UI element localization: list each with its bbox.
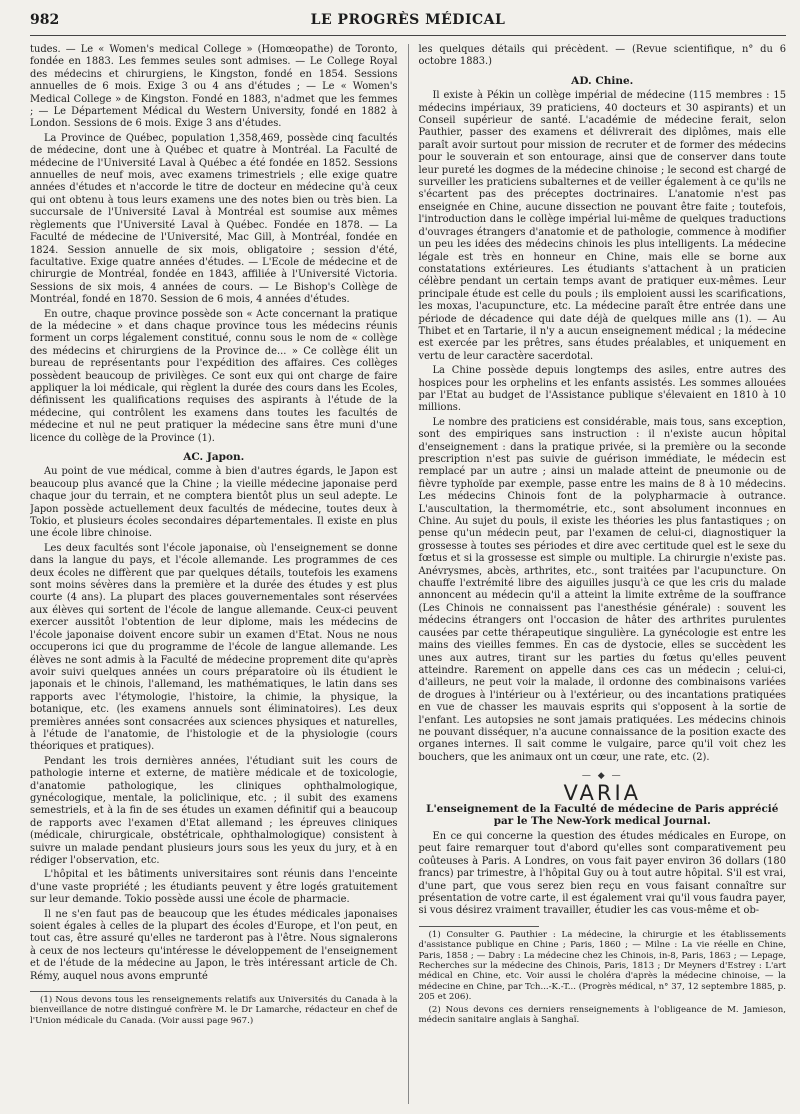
paragraph: En ce qui concerne la question des études médicales en Europe, on peut faire remarquer tout d'abord qu'elles sont comparativement peu coûteuses à Paris. A Londres, on vous fait payer environ 36 dollars (180 francs) par trimestre, à l'hôpital Guy ou à tout autre hôpital. S'il est vrai, d'une part, que vous serez bien reçu en vous faisant connaître sur présentation de votre carte, il est également vrai qu'il vous faudra payer, si vous désirez vraiment travailler, étudier les cas vous-même et ob- (418, 830, 786, 917)
left-column (30, 44, 409, 1104)
paragraph: En outre, chaque province possède son « Acte concernant la pratique de la médecine » et dans chaque province tous les médecins réunis forment un corps légalement constitué, connu sous le nom de « collège des médecins et chirurgiens de la Province de... » Ce collège élit un bureau de représentants pour l'expédition des affaires. Ces collèges possèdent beaucoup de privilèges. Ce sont eux qui ont charge de faire appliquer la loi médicale, qui règlent la durée des cours dans les Ecoles, définissent les qualifications requises des aspirants à l'étude de la médecine, qui contrôlent les examens dans toutes les facultés de médecine et nul ne peut pratiquer la médecine sans être muni d'une licence du collège de la Province (1). (30, 308, 398, 444)
paragraph: Pendant les trois dernières années, l'étudiant suit les cours de pathologie interne et externe, de matière médicale et de toxicologie, d'anatomie pathologique, les cliniques ophthalmologique, gynécologique, mentale, la policlinique, etc. ; il subit des examens semestriels, et à la fin de ses études un examen définitif qui a beaucoup de rapports avec l'examen d'Etat allemand ; les épreuves cliniques (médicale, chirurgicale, obstétricale, ophthalmologique) consistent à suivre un malade pendant plusieurs jours sous les yeux du jury, et à en rédiger l'observation, etc. (30, 755, 398, 866)
footnote: (2) Nous devons ces derniers renseignements à l'obligeance de M. Jamieson, médecin sanitaire anglais à Sanghaï. (418, 1004, 786, 1026)
paragraph: Il existe à Pékin un collège impérial de médecine (115 membres : 15 médecins impériaux, 39 praticiens, 40 docteurs et 30 aspirants) et un Conseil supérieur de santé. L'académie de médecine ferait, selon Pauthier, passer des examens et délivrerait des diplômes, mais elle paraît avoir surtout pour mission de recruter et de former des médecins pour le souverain et son entourage, ainsi que de conserver dans toute leur pureté les dogmes de la médecine chinoise ; le second est chargé de surveiller les praticiens subalternes et de veiller également à ce qu'ils ne s'écartent pas des préceptes doctrinaires. L'anatomie n'est pas enseignée en Chine, aucune dissection ne pouvant être faite ; toutefois, l'introduction dans le collège impérial lui-même de quelques traductions d'ouvrages étrangers d'anatomie et de pathologie, commence à modifier un peu les idées des médecins chinois les plus intelligents. La médecine légale est très en honneur en Chine, mais elle se borne aux constatations extérieures. Les étudiants s'attachent à un praticien célèbre pendant un certain temps avant de pratiquer eux-mêmes. Leur principale étude est celle du pouls ; ils emploient aussi les scarifications, les moxas, l'acupuncture, etc. La médecine paraît être entrée dans une période de décadence qui date déjà de quelques mille ans (1). — Au Thibet et en Tartarie, il n'y a aucun enseignement médical ; la médecine est exercée par les prêtres, sans études préalables, et uniquement en vertu de leur caractère sacerdotal. (418, 90, 786, 362)
section-heading-chine: AD. Chine. (571, 74, 634, 87)
varia-subtitle: L'enseignement de la Faculté de médecine de Paris apprécié par le The New-York medical Journal. (426, 802, 779, 828)
right-column (409, 44, 787, 1104)
paragraph: Le nombre des praticiens est considérable, mais tous, sans exception, sont des empiriques sans instruction : il n'existe aucun hôpital d'enseignement : dans la pratique privée, si la première ou la seconde prescription n'est pas suivie de guérison immédiate, le médecin est remplacé par un autre ; ainsi un malade atteint de pneumonie ou de fièvre typhoïde par exemple, passe entre les mains de 8 à 10 médecins. Les médecins Chinois font de la polypharmacie à outrance. L'auscultation, la thermométrie, etc., sont absolument inconnues en Chine. Au sujet du pouls, il existe les théories les plus fantastiques ; on pense qu'un médecin peut, par l'examen de celui-ci, diagnostiquer la grossesse à toutes ses périodes et dire avec certitude quel est le sexe du fœtus et si la grossesse est simple ou multiple. La chirurgie n'existe pas. Anévrysmes, abcès, arthrites, etc., sont traitées par l'acupuncture. On chauffe l'extrémité libre des aiguilles jusqu'à ce que les cris du malade annoncent au médecin qu'il a atteint la limite extrême de la souffrance (Les Chinois ne connaissent pas l'anesthésie générale) : souvent les médecins étrangers ont l'occasion de hâter des arthrites purulentes causées par cette thérapeutique singulière. La gynécologie est entre les mains des vieilles femmes. En cas de dystocie, elles se succèdent les unes aux autres, tirant sur les parties du fœtus qu'elles peuvent atteindre. Rarement on appelle dans ces cas un médecin ; celui-ci, d'ailleurs, ne peut voir la malade, il ordonne des combinaisons variées de drogues à l'intérieur ou à l'extérieur, ou des incantations pratiquées en vue de chasser les mauvais esprits qui s'opposent à la sortie de l'enfant. Les autopsies ne sont jamais pratiquées. Les médecins chinois ne pouvant disséquer, n'a aucune connaissance de la position exacte des organes internes. Il sait comme le vulgaire, parce qu'il voit chez les bouchers, que les animaux ont un cœur, une rate, etc. (2). (418, 416, 786, 763)
text-columns (30, 44, 786, 1104)
page-number: 982 (30, 12, 60, 28)
paragraph: Les deux facultés sont l'école japonaise, où l'enseignement se donne dans la langue du pays, et l'école allemande. Les programmes de ces deux écoles ne diffèrent que par quelques détails, toutefois les examens sont moins sévères dans la première et la durée des études y est plus courte (4 ans). La plupart des places gouvernementales sont réservées aux élèves qui sortent de l'école de langue allemande. Ceux-ci peuvent exercer aussitôt l'obtention de leur diplome, mais les médecins de l'école japonaise doivent encore subir un examen d'Etat. Nous ne nous occuperons ici que du programme de l'école de langue allemande. Les élèves ne sont admis à la Faculté de médecine proprement dite qu'après avoir suivi quelques années un cours préparatoire où ils étudient le japonais et le chinois, l'allemand, les mathématiques, le latin dans ses rapports avec l'étymologie, l'histoire, la chimie, la physique, la botanique, etc. (les examens annuels sont éliminatoires). Les deux premières années sont consacrées aux sciences physiques et naturelles, à l'étude de l'anatomie, de l'histologie et de la physiologie (cours théoriques et pratiques). (30, 542, 398, 753)
footnote-divider (30, 991, 150, 992)
footnote-divider (419, 926, 539, 927)
page-header (30, 12, 786, 36)
section-heading-japon: AC. Japon. (183, 451, 245, 463)
footnote: (1) Nous devons tous les renseignements relatifs aux Universités du Canada à la bienveillance de notre distingué confrère M. le Dr Lamarche, rédacteur en chef de l'Union médicale du Canada. (Voir aussi page 967.) (30, 995, 398, 1026)
paragraph: Il ne s'en faut pas de beaucoup que les études médicales japonaises soient égales à celles de la plupart des écoles d'Europe, et l'on peut, en tout cas, être assuré qu'elles ne tarderont pas à l'être. Nous signalerons à ceux de nos lecteurs qu'intéresse le développement de l'enseignement et de l'étude de la médecine au Japon, le très intéressant article de Ch. Rémy, auquel nous avons emprunté (30, 908, 398, 982)
paragraph: les quelques détails qui précèdent. — (Revue scientifique, n° du 6 octobre 1883.) (418, 44, 786, 68)
paragraph: La Province de Québec, population 1,358,469, possède cinq facultés de médecine, dont une à Québec et quatre à Montréal. La Faculté de médecine de l'Université Laval à Québec a été fondée en 1852. Sessions annuelles de neuf mois, avec examens trimestriels ; elle exige quatre années d'études et n'accorde le titre de docteur en médecine qu'à ceux qui ont obtenu à tous leurs examens une des notes bien ou très bien. La succursale de l'Université Laval à Montréal est soumise aux mêmes règlements que l'Université Laval à Québec. Fondée en 1878. — La Faculté de médecine de l'Université, Mac Gill, à Montréal, fondée en 1824. Session annuelle de six mois, obligatoire ; session d'été, facultative. Exige quatre années d'études. — L'Ecole de médecine et de chirurgie de Montréal, fondée en 1843, affiliée à l'Université Victoria. Sessions de six mois, 4 années de cours. — Le Bishop's Collège de Montréal, fondé en 1870. Session de 6 mois, 4 années d'études. (30, 132, 398, 306)
paragraph: L'hôpital et les bâtiments universitaires sont réunis dans l'enceinte d'une vaste propriété ; les étudiants peuvent y être logés gratuitement sur leur demande. Tokio possède aussi une école de pharmacie. (30, 869, 398, 906)
running-title: LE PROGRÈS MÉDICAL (310, 12, 506, 28)
paragraph: Au point de vue médical, comme à bien d'autres égards, le Japon est beaucoup plus avancé que la Chine ; la vieille médecine japonaise perd chaque jour du terrain, et ne comptera bientôt plus un seul adepte. Le Japon possède actuellement deux facultés de médecine, toutes deux à Tokio, et plusieurs écoles secondaires départementales. Il existe en plus une école libre chinoise. (30, 466, 398, 540)
paragraph: tudes. — Le « Women's medical College » (Homœopathe) de Toronto, fondée en 1883. Les femmes seules sont admises. — Le College Royal des médecins et chirurgiens, le Kingston, fondé en 1854. Sessions annuelles de 6 mois. Exige 3 ou 4 ans d'études ; — Le « Women's Medical College » de Kingston. Fondé en 1883, n'admet que les femmes ; — Le Département Médical du Western University, fondé en 1882 à London. Sessions de 6 mois. Exige 3 ans d'études. (30, 44, 398, 130)
varia-title: VARIA (563, 780, 642, 805)
paragraph: La Chine possède depuis longtemps des asiles, entre autres des hospices pour les orphelins et les enfants assistés. Les sommes allouées par l'Etat au budget de l'Assistance publique s'élevaient en 1810 à 10 millions. (418, 365, 786, 414)
ornament-divider: — ◆ — (581, 771, 623, 782)
footnote: (1) Consulter G. Pauthier : La médecine, la chirurgie et les établissements d'assistance publique en Chine ; Paris, 1860 ; — Milne : La vie réelle en Chine, Paris, 1858 ; — Dabry : La médecine chez les Chinois, in-8, Paris, 1863 ; — Lepage, Recherches sur la médecine des Chinois, Paris, 1813 ; Dr Meyners d'Estrey : L'art médical en Chine, etc. Voir aussi le choléra d'après la médecine chinoise, — la médecine en Chine, par Tch...-K.-T... (Progrès médical, n° 37, 12 septembre 1885, p. 205 et 206). (418, 929, 786, 1003)
